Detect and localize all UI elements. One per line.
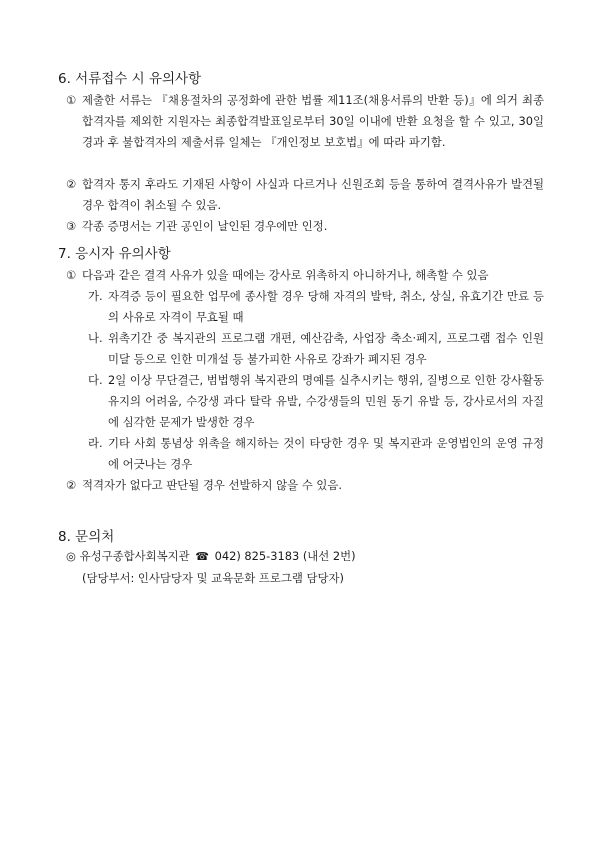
subitem-mark: 라. <box>88 436 103 450</box>
item-mark: ② <box>66 177 77 191</box>
item-text: 각종 증명서는 기관 공인이 날인된 경우에만 인정. <box>82 219 328 233</box>
section-6-item-3 <box>66 216 544 237</box>
subitem-text: 기타 사회 통념상 위촉을 해지하는 것이 타당한 경우 및 복지관과 운영법인의 운영 규정에 어긋나는 경우 <box>108 436 544 471</box>
section-7-item-2 <box>66 475 544 496</box>
item-mark: ② <box>66 478 77 492</box>
contact-line <box>66 545 356 568</box>
item-text: 제출한 서류는 『채용절차의 공정화에 관한 법률 제11조(채용서류의 반환 등)』에 의거 최종 합격자를 제외한 지원자는 최종합격발표일로부터 30일 이내에 반환 요청을 할 수 있고, 30일 경과 후 불합격자의 제출서류 일체는 『개인정보 보호법』에 따라 파기함. <box>82 93 544 149</box>
contact-org: 유성구종합사회복지관 <box>79 549 190 563</box>
item-mark: ① <box>66 93 77 107</box>
item-text: 적격자가 없다고 판단될 경우 선발하지 않을 수 있음. <box>82 478 343 492</box>
section-7-subitem-ra <box>88 433 544 475</box>
section-7-subitem-da <box>88 370 544 433</box>
section-8-title: 8. 문의처 <box>58 529 115 545</box>
item-text: 다음과 같은 결격 사유가 있을 때에는 강사로 위촉하지 아니하거나, 해촉할 수 있음 <box>82 268 489 282</box>
item-mark: ① <box>66 268 77 282</box>
contact-phone: 042) 825-3183 (내선 2번) <box>214 549 356 563</box>
item-text: 합격자 통지 후라도 기재된 사항이 사실과 다르거나 신원조회 등을 통하여 결격사유가 발견될 경우 합격이 취소될 수 있음. <box>82 177 544 212</box>
contact-mark: ◎ <box>66 549 76 563</box>
subitem-text: 자격증 등이 필요한 업무에 종사할 경우 당해 자격의 발탁, 취소, 상실, 유효기간 만료 등의 사유로 자격이 무효될 때 <box>108 289 544 324</box>
subitem-mark: 다. <box>88 373 103 387</box>
section-7-item-1 <box>66 265 544 286</box>
section-6-item-2 <box>66 174 544 216</box>
subitem-text: 2일 이상 무단결근, 범법행위 복지관의 명예를 실추시키는 행위, 질병으로 인한 강사활동 유지의 어려움, 수강생 과다 탈락 유발, 수강생들의 민원 동기 유발 등, 강사로서의 자질에 심각한 문제가 발생한 경우 <box>108 373 544 429</box>
section-7-subitem-ga <box>88 286 544 328</box>
section-6-item-1 <box>66 90 544 153</box>
section-7-subitem-na <box>88 328 544 370</box>
item-mark: ③ <box>66 219 77 233</box>
subitem-mark: 나. <box>88 331 103 345</box>
subitem-text: 위촉기간 중 복지관의 프로그램 개편, 예산감축, 사업장 축소·폐지, 프로그램 접수 인원 미달 등으로 인한 미개설 등 불가피한 사유로 강좌가 폐지된 경우 <box>108 331 544 366</box>
contact-dept: (담당부서: 인사담당자 및 교육문화 프로그램 담당자) <box>82 571 344 585</box>
subitem-mark: 가. <box>88 289 103 303</box>
section-6-title: 6. 서류접수 시 유의사항 <box>58 71 202 87</box>
section-7-title: 7. 응시자 유의사항 <box>58 246 171 262</box>
phone-icon: ☎ <box>195 550 209 563</box>
